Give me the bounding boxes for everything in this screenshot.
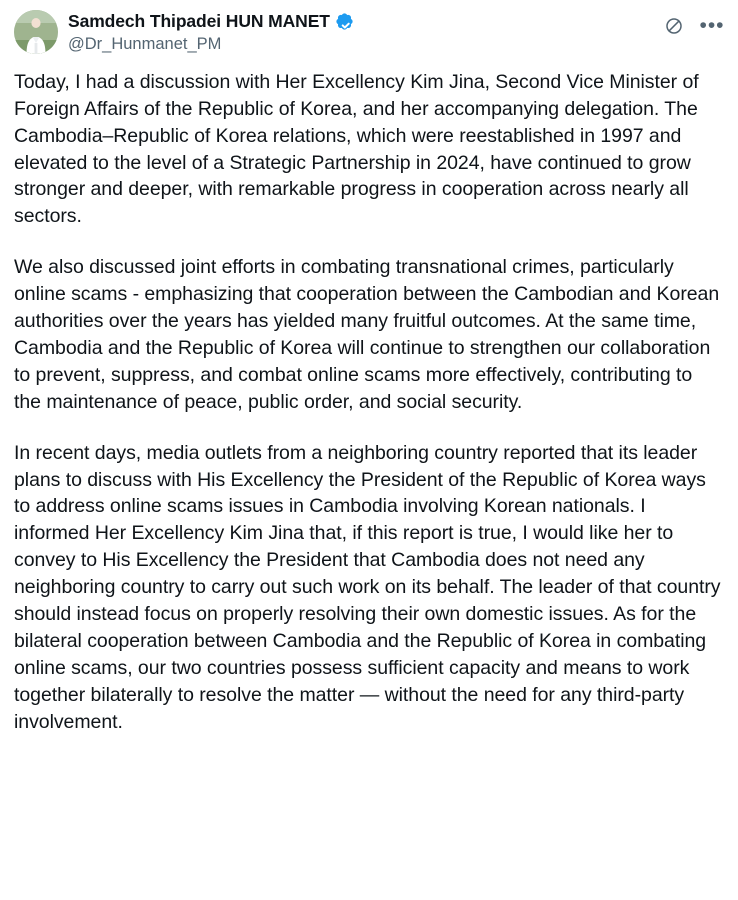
verified-badge-icon (335, 12, 354, 31)
author-name-row (68, 11, 652, 32)
avatar[interactable] (14, 10, 58, 54)
avatar-image (14, 10, 58, 54)
author-identity (68, 10, 652, 55)
muted-icon[interactable] (662, 14, 686, 38)
post-paragraph-2: We also discussed joint efforts in combating transnational crimes, particularly online scams - emphasizing that cooperation between the Cambodian and Korean authorities over the years has yielded many fruitful outcomes. At the same time, Cambodia and the Republic of Korea will continue to strengthen our collaboration to prevent, suppress, and combat online scams more effectively, contributing to the maintenance of peace, public order, and social security. (14, 256, 720, 413)
author-display-name[interactable]: Samdech Thipadei HUN MANET (68, 11, 330, 31)
more-options-icon[interactable] (700, 14, 724, 38)
header-actions (662, 10, 724, 38)
post-text (14, 69, 724, 736)
more-options-dots: ••• (699, 14, 725, 37)
post-paragraph-3: In recent days, media outlets from a neighboring country reported that its leader plans to discuss with His Excellency the President of the Republic of Korea ways to address online scams issues in Cambodia involving Korean nationals. I informed Her Excellency Kim Jina that, if this report is true, I would like her to convey to His Excellency the President that Cambodia does not need any neighboring country to carry out such work on its behalf. The leader of that country should instead focus on properly resolving their own domestic issues. As for the bilateral cooperation between Cambodia and the Republic of Korea in combating online scams, our two countries possess sufficient capacity and means to work together bilaterally to resolve the matter — without the need for any third-party involvement. (14, 441, 721, 733)
post-header (14, 10, 724, 55)
post-paragraph-1: Today, I had a discussion with Her Excellency Kim Jina, Second Vice Minister of Foreign Affairs of the Republic of Korea, and her accompanying delegation. The Cambodia–Republic of Korea relations, which were reestablished in 1997 and elevated to the level of a Strategic Partnership in 2024, have continued to grow stronger and deeper, with remarkable progress in cooperation across nearly all sectors. (14, 70, 699, 228)
author-handle[interactable]: @Dr_Hunmanet_PM (68, 35, 222, 53)
